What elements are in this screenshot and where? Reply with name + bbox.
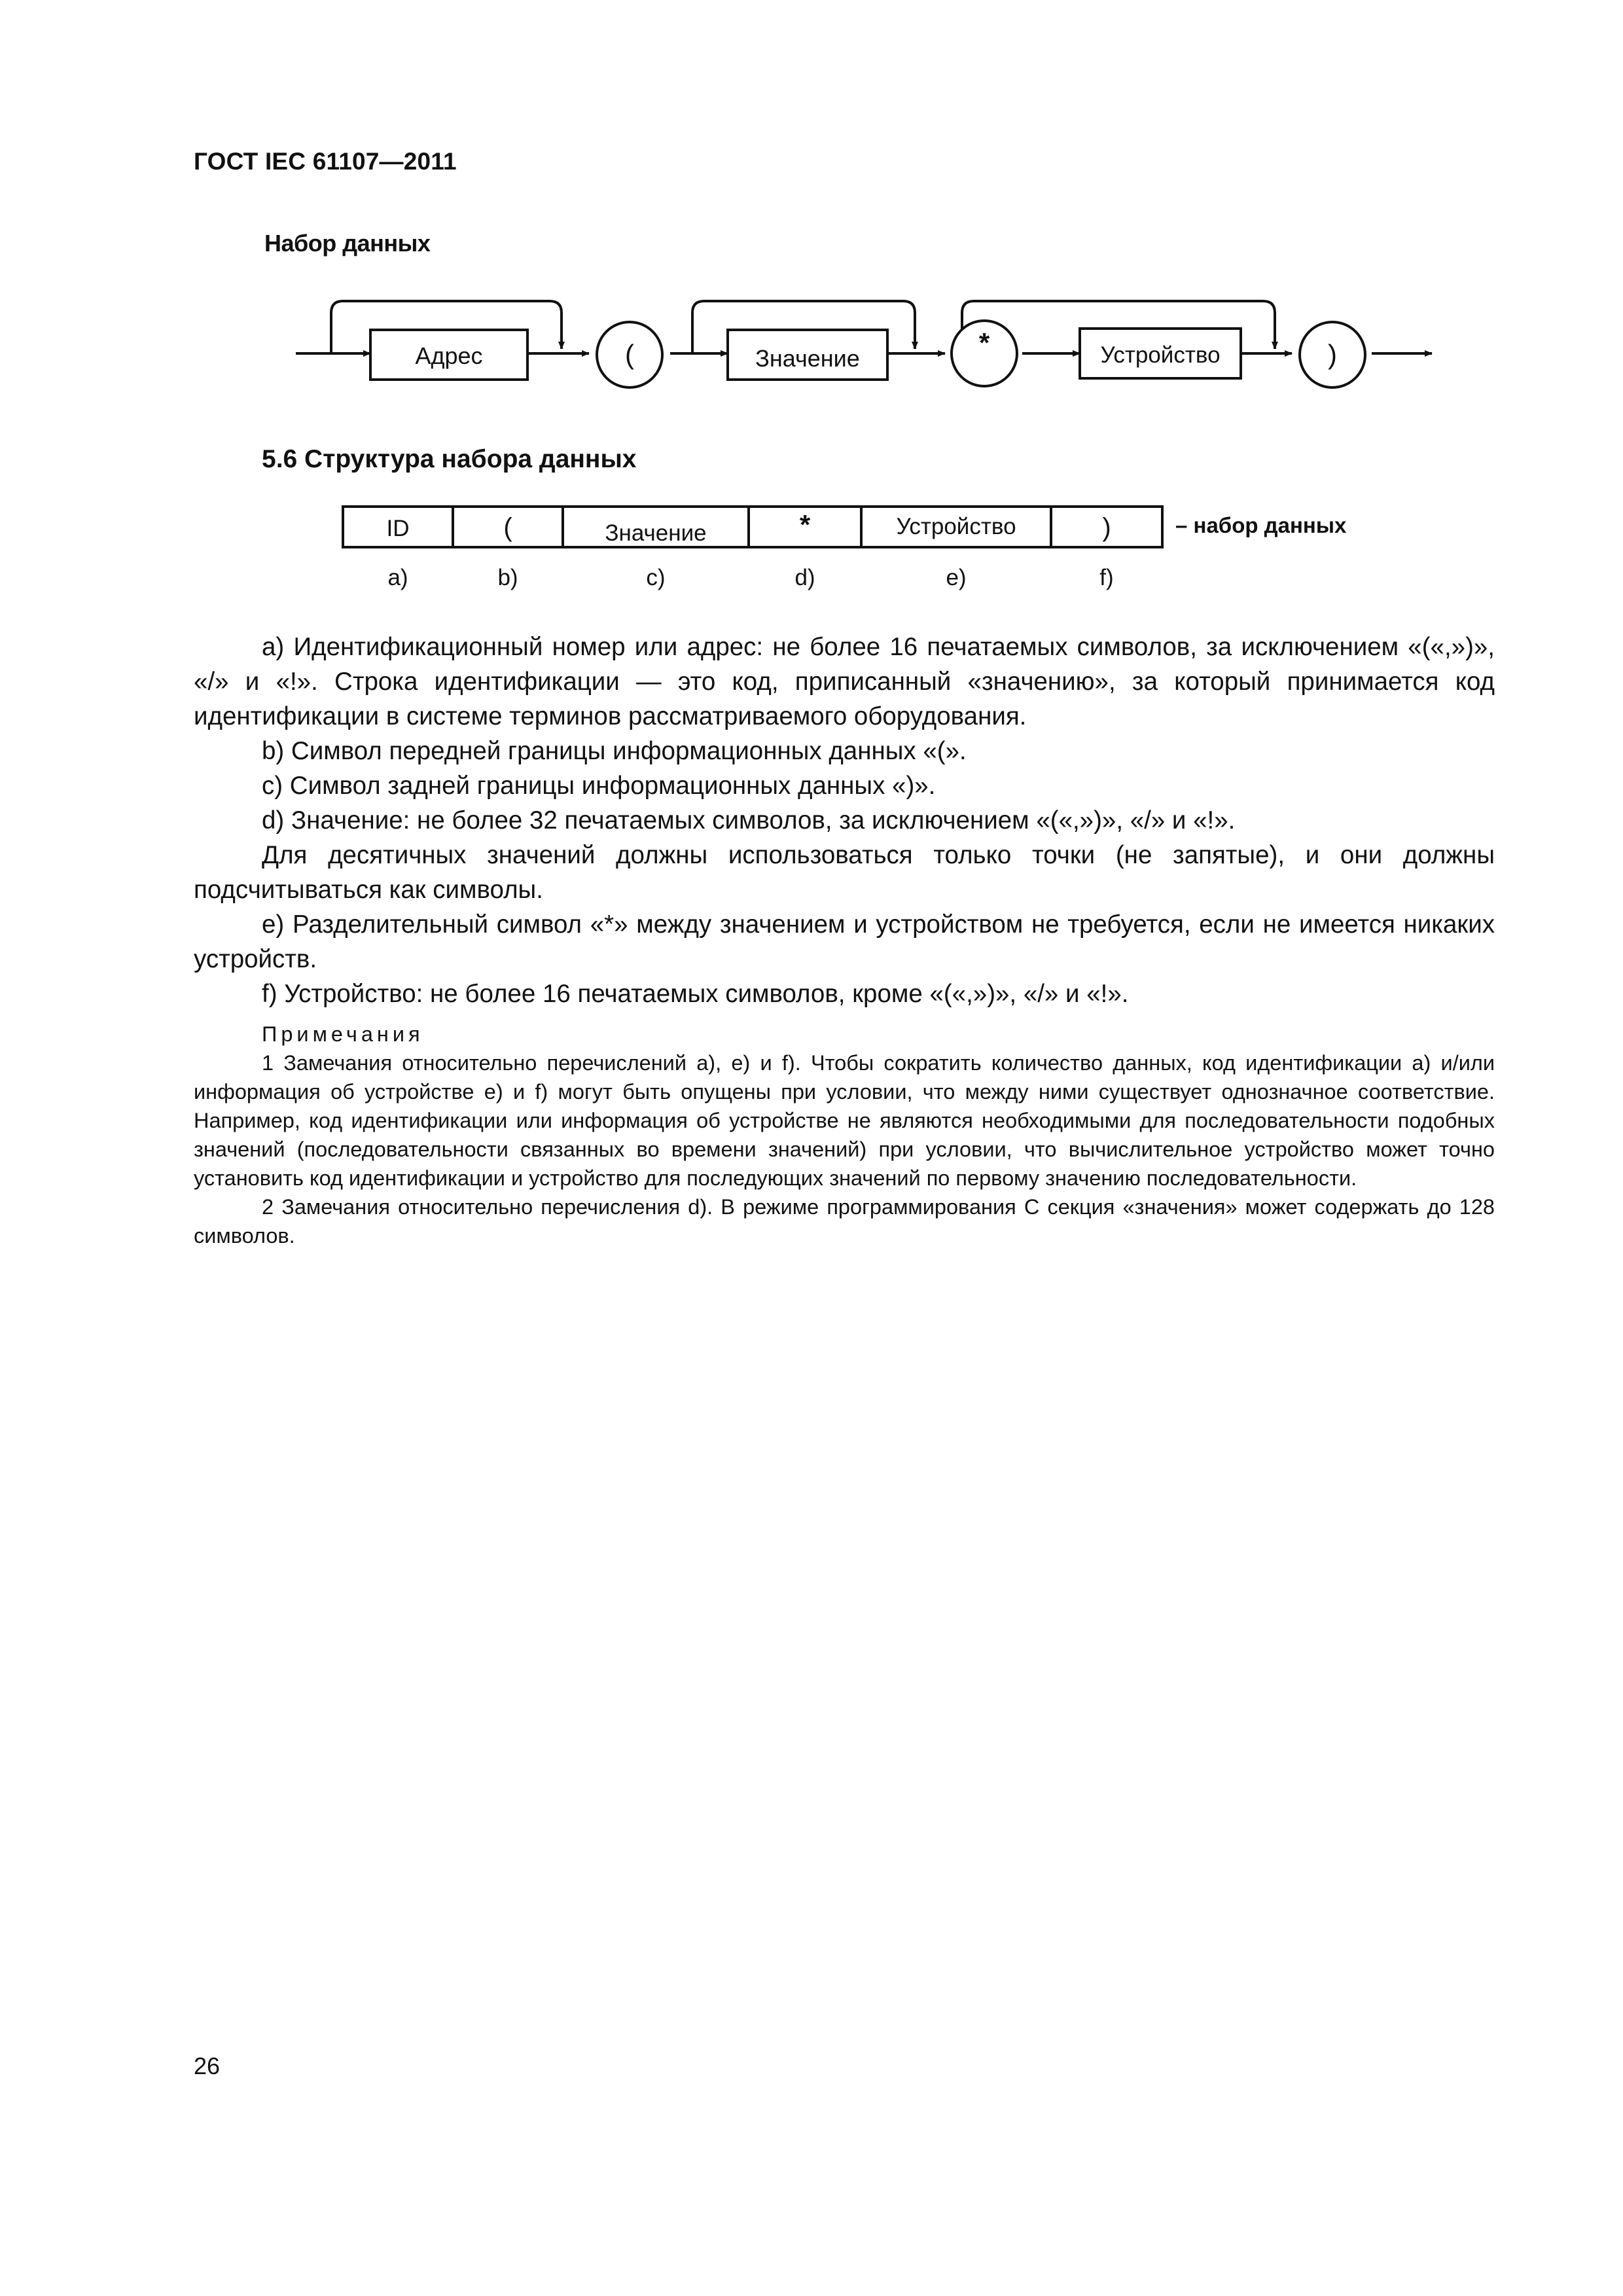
open-bracket-symbol: ( <box>625 339 634 370</box>
close-bracket-symbol: ) <box>1328 339 1337 370</box>
address-label: Адрес <box>415 342 483 369</box>
section-heading: 5.6 Структура набора данных <box>262 445 637 473</box>
paragraph-e: e) Разделительный символ «*» между значением и устройством не требуется, если не имеется никаких устройств. <box>194 910 1495 973</box>
notes-title: Примечания <box>262 1022 424 1046</box>
unit-label: Устройство <box>1100 342 1221 368</box>
notes-block <box>194 1020 1495 1250</box>
cell-open: ( <box>503 513 512 542</box>
label-f: f) <box>1099 565 1114 590</box>
cell-unit: Устройство <box>896 514 1016 539</box>
paragraph-c: c) Символ задней границы информационных данных «)». <box>262 772 936 800</box>
paragraph-decimal: Для десятичных значений должны использоваться только точки (не запятые), и они должны подсчитываться как символы. <box>194 841 1495 904</box>
paragraph-b: b) Символ передней границы информационных данных «(». <box>262 737 967 765</box>
syntax-diagram <box>288 281 1440 412</box>
note-1: 1 Замечания относительно перечислений а), е) и f). Чтобы сократить количество данных, код идентификации а) и/или информация об устройстве е) и f) могут быть опущены при условии, что между ними существует однозначное соответствие. Например, код идентификации или информация об устройстве не являются необходимыми для последовательности подобных значений (последовательности связанных во времени значений) при условии, что вычислительное устройство может точно установить код идентификации и устройство для последующих значений по первому значению последовательности. <box>194 1051 1495 1190</box>
label-d: d) <box>794 565 815 590</box>
body-text <box>194 630 1495 1011</box>
cell-close: ) <box>1102 513 1111 542</box>
diagram-title: Набор данных <box>264 230 431 257</box>
standard-header: ГОСТ IEC 61107—2011 <box>194 148 457 175</box>
paragraph-a: а) Идентификационный номер или адрес: не более 16 печатаемых символов, за исключением «(«,»)», «/» и «!». Строка идентификации — это код, приписанный «значению», за который принимается код идентификации в системе терминов рассматриваемого оборудования. <box>194 633 1495 730</box>
cell-star: * <box>799 509 811 540</box>
label-b: b) <box>497 565 518 590</box>
cell-value: Значение <box>605 520 707 546</box>
label-a: a) <box>387 565 408 590</box>
label-c: c) <box>646 565 666 590</box>
page-number: 26 <box>194 2053 221 2079</box>
star-symbol: * <box>978 327 990 358</box>
frame-outline <box>343 507 1162 547</box>
frame-caption: – набор данных <box>1175 513 1347 537</box>
paragraph-f: f) Устройство: не более 16 печатаемых символов, кроме «(«,»)», «/» и «!». <box>262 980 1129 1008</box>
label-e: e) <box>946 565 967 590</box>
cell-id: ID <box>386 516 410 541</box>
value-label: Значение <box>755 345 860 372</box>
paragraph-d: d) Значение: не более 32 печатаемых символов, за исключением «(«,»)», «/» и «!». <box>262 806 1236 834</box>
note-2: 2 Замечания относительно перечисления d). В режиме программирования С секция «значения» может содержать до 128 символов. <box>194 1195 1495 1247</box>
data-set-frame <box>340 504 1361 602</box>
